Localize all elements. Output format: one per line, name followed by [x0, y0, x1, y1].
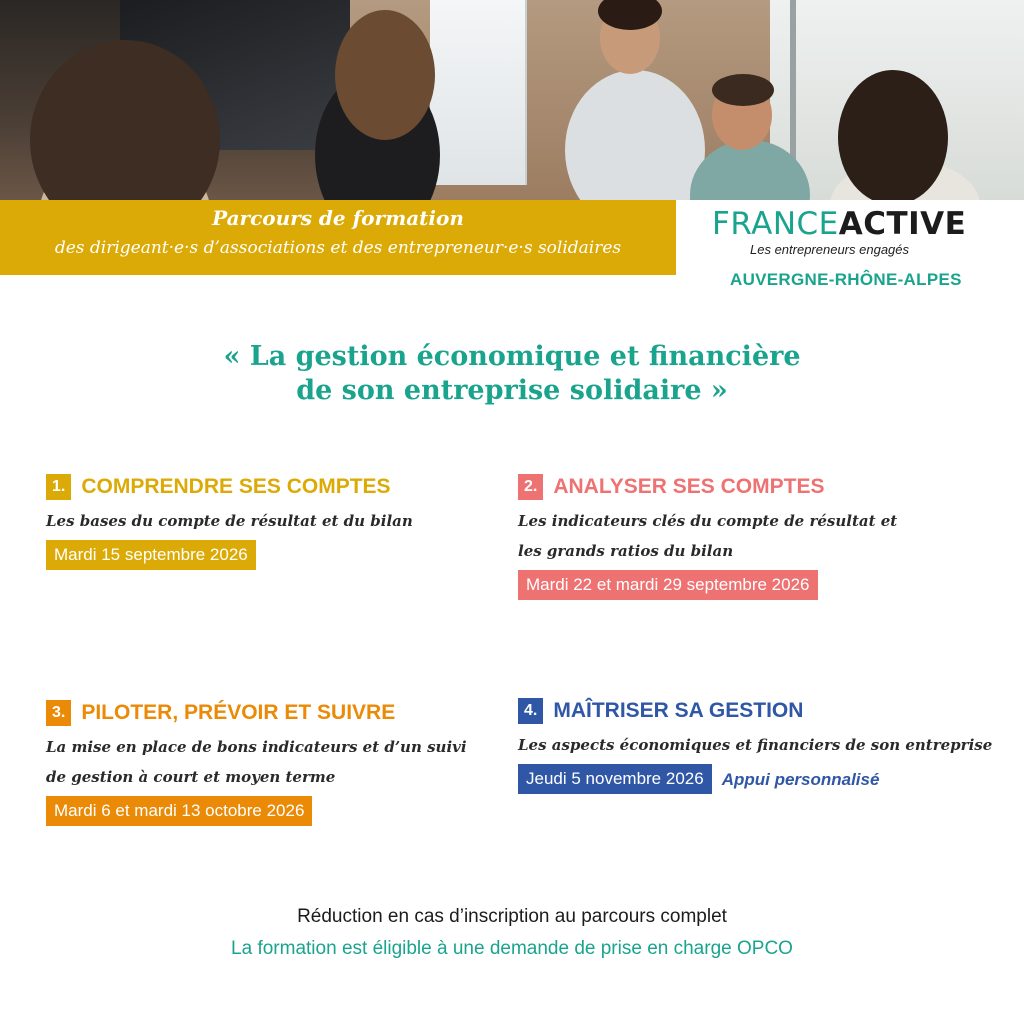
module-date: Mardi 6 et mardi 13 octobre 2026: [46, 796, 312, 826]
module-2: [518, 474, 897, 600]
module-date: Mardi 22 et mardi 29 septembre 2026: [518, 570, 818, 600]
module-description-line1: La mise en place de bons indicateurs et d’un suivi: [46, 738, 467, 756]
program-banner: [0, 200, 676, 275]
module-date: Mardi 15 septembre 2026: [46, 540, 256, 570]
logo-word-active: ACTIVE: [838, 206, 967, 242]
module-description-line1: Les indicateurs clés du compte de résultat et: [518, 512, 898, 530]
module-number: 1.: [46, 474, 71, 500]
main-title-line1: « La gestion économique et financière: [223, 341, 801, 372]
module-number: 3.: [46, 700, 71, 726]
module-title: MAÎTRISER SA GESTION: [553, 699, 804, 722]
module-title: ANALYSER SES COMPTES: [553, 475, 825, 498]
module-date: Jeudi 5 novembre 2026: [518, 764, 712, 794]
module-description-line2: de gestion à court et moyen terme: [46, 768, 336, 786]
france-active-logo: [712, 206, 982, 296]
whiteboard: [430, 0, 527, 185]
module-number: 4.: [518, 698, 543, 724]
logo-region: AUVERGNE-RHÔNE-ALPES: [730, 270, 962, 289]
module-3: [46, 700, 467, 826]
module-description-line2: les grands ratios du bilan: [518, 542, 734, 560]
footer-opco-note: La formation est éligible à une demande de prise en charge OPCO: [231, 938, 793, 959]
module-extra-note: Appui personnalisé: [721, 769, 880, 789]
banner-title: Parcours de formation: [212, 206, 464, 230]
hero-photo: [0, 0, 1024, 200]
module-1: [46, 474, 413, 570]
main-title-line2: de son entreprise solidaire »: [296, 375, 728, 406]
main-title: [0, 340, 1024, 408]
module-description: Les aspects économiques et financiers de son entreprise: [518, 736, 993, 754]
module-title: COMPRENDRE SES COMPTES: [81, 475, 391, 498]
module-title: PILOTER, PRÉVOIR ET SUIVRE: [81, 701, 396, 724]
module-4: [518, 698, 992, 794]
module-number: 2.: [518, 474, 543, 500]
logo-word-france: FRANCE: [712, 206, 839, 242]
banner-subtitle: des dirigeant·e·s d’associations et des entrepreneur·e·s solidaires: [54, 238, 622, 258]
module-description: Les bases du compte de résultat et du bilan: [46, 512, 413, 530]
footer-discount-note: Réduction en cas d’inscription au parcours complet: [297, 906, 727, 927]
logo-tagline: Les entrepreneurs engagés: [750, 242, 910, 257]
